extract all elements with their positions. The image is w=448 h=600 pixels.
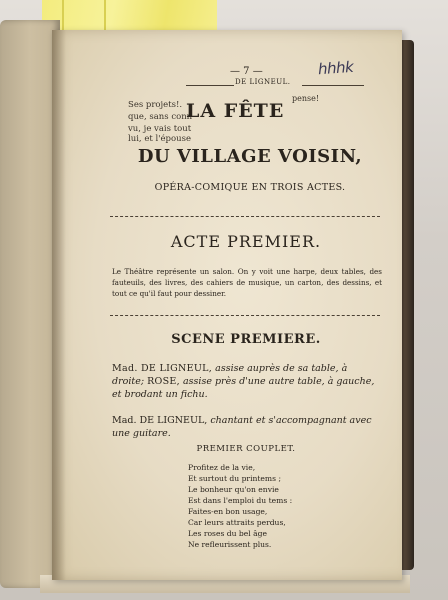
cast-direction-1 xyxy=(112,362,380,401)
character-direction: assise près d'une autre table, à gauche, et brodant un fichu. xyxy=(112,376,375,400)
subtitle: OPÉRA-COMIQUE EN TROIS ACTES. xyxy=(154,182,346,193)
verse-line: Faites-en bon usage, xyxy=(188,507,268,516)
verse-line: Et surtout du printems ; xyxy=(188,474,281,483)
scene-heading: SCENE PREMIERE. xyxy=(171,332,321,347)
header-rule-left xyxy=(186,85,234,86)
verse-line: Le bonheur qu'on envie xyxy=(188,485,279,494)
title-line-2: DU VILLAGE VOISIN, xyxy=(137,146,363,167)
character-direction: chantant et s'accompagnant avec une guitare. xyxy=(112,415,372,439)
book-page xyxy=(52,30,402,580)
verse-line: Profitez de la vie, xyxy=(188,463,256,472)
verse xyxy=(188,462,292,550)
bleed-through-text: Ses projets!. xyxy=(128,100,183,110)
stage-direction: Le Théâtre représente un salon. On y voit une harpe, deux tables, des fauteuils, des livres, des cahiers de musique, un carton, des dessins, et tout ce qu'il faut pour dessiner. xyxy=(112,267,382,298)
couplet-heading: PREMIER COUPLET. xyxy=(196,444,296,454)
bleed-through-text: lui, et l'épouse xyxy=(128,134,191,144)
cast-direction-2 xyxy=(112,414,380,440)
bleed-through-text: pense! xyxy=(292,94,320,103)
title-line-1: LA FÊTE xyxy=(186,100,285,122)
header-rule-right xyxy=(302,85,364,86)
act-heading: ACTE PREMIER. xyxy=(170,232,322,251)
character-name: ROSE, xyxy=(147,376,180,387)
dotted-divider xyxy=(110,216,380,217)
bleed-through-text: vu, je vais tout xyxy=(128,124,192,134)
verse-line: Ne refleurissent plus. xyxy=(188,540,272,549)
page-number: — 7 — xyxy=(230,66,263,77)
verse-line: Est dans l'emploi du tems : xyxy=(188,496,293,505)
book-cover-left xyxy=(0,20,60,588)
verse-line: Car leurs attraits perdus, xyxy=(188,518,286,527)
character-name: Mad. DE LIGNEUL, xyxy=(112,363,213,374)
dotted-divider xyxy=(110,315,380,316)
running-header: DE LIGNEUL. xyxy=(235,78,291,86)
pencil-annotation: hhhk xyxy=(317,57,354,79)
character-direction: assise auprès de sa table, à droite; xyxy=(112,363,348,387)
bleed-through-text: que, sans conn xyxy=(128,112,193,122)
character-name: Mad. DE LIGNEUL, xyxy=(112,415,208,426)
gutter-shadow xyxy=(52,30,66,580)
verse-line: Les roses du bel âge xyxy=(188,529,267,538)
